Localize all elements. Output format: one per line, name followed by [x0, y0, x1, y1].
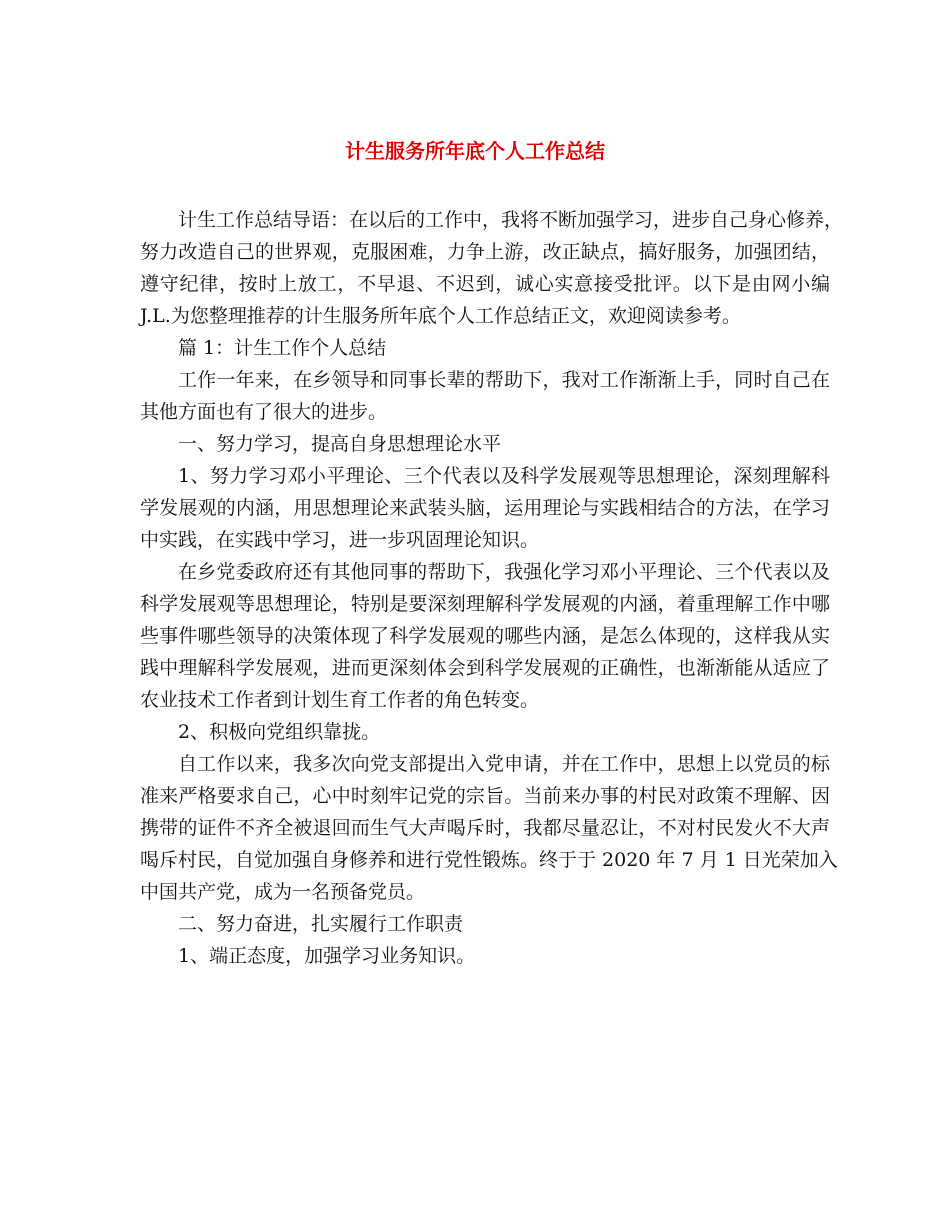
text-line: 努力改造自己的世界观，克服困难，力争上游，改正缺点，搞好服务，加强团结，: [140, 241, 830, 263]
text-line: 中实践，在实践中学习，进一步巩固理论知识。: [140, 529, 540, 551]
paragraph: [140, 748, 838, 908]
text-line: 其他方面也有了很大的进步。: [140, 401, 388, 423]
text-line: 1、端正态度，加强学习业务知识。: [178, 945, 476, 967]
text-line: 科学发展观等思想理论，特别是要深刻理解科学发展观的内涵，着重理解工作中哪: [140, 593, 830, 615]
text-line: 些事件哪些领导的决策体现了科学发展观的哪些内涵，是怎么体现的，这样我从实: [140, 625, 830, 647]
text-line: 一、努力学习，提高自身思想理论水平: [178, 433, 502, 455]
paragraph-intro: [140, 204, 844, 332]
text-line: 工作一年来，在乡领导和同事长辈的帮助下，我对工作渐渐上手，同时自己在: [178, 369, 830, 391]
text-line: 篇 1：计生工作个人总结: [178, 337, 387, 359]
section-heading: [140, 428, 830, 460]
text-line: 农业技术工作者到计划生育工作者的角色转变。: [140, 689, 540, 711]
section-heading: [140, 908, 830, 940]
text-line: 在乡党委政府还有其他同事的帮助下，我强化学习邓小平理论、三个代表以及: [178, 561, 830, 583]
text-line: 计生工作总结导语：在以后的工作中，我将不断加强学习，进步自己身心修养，: [178, 209, 844, 231]
section-heading: [140, 716, 830, 748]
section-heading: [140, 940, 830, 972]
text-line: 1、努力学习邓小平理论、三个代表以及科学发展观等思想理论，深刻理解科: [178, 465, 830, 487]
text-line: 喝斥村民，自觉加强自身修养和进行党性锻炼。终于于 2020 年 7 月 1 日光荣加入: [140, 849, 838, 871]
paragraph: [140, 460, 830, 556]
text-line: 2、积极向党组织靠拢。: [178, 721, 381, 743]
text-line: 遵守纪律，按时上放工，不早退、不迟到，诚心实意接受批评。以下是由网小编: [140, 273, 830, 295]
document-body: [140, 204, 844, 972]
text-line: 准来严格要求自己，心中时刻牢记党的宗旨。当前来办事的村民对政策不理解、因: [140, 785, 830, 807]
paragraph: [140, 364, 830, 428]
paragraph: [140, 556, 830, 716]
section-heading: [140, 332, 830, 364]
text-line: 二、努力奋进，扎实履行工作职责: [178, 913, 464, 935]
text-line: J.L.为您整理推荐的计生服务所年底个人工作总结正文，欢迎阅读参考。: [140, 305, 741, 327]
text-line: 携带的证件不齐全被退回而生气大声喝斥时，我都尽量忍让，不对村民发火不大声: [140, 817, 830, 839]
text-line: 学发展观的内涵，用思想理论来武装头脑，运用理论与实践相结合的方法，在学习: [140, 497, 830, 519]
text-line: 自工作以来，我多次向党支部提出入党申请，并在工作中，思想上以党员的标: [178, 753, 830, 775]
document-title: 计生服务所年底个人工作总结: [345, 139, 605, 163]
text-line: 中国共产党，成为一名预备党员。: [140, 881, 426, 903]
text-line: 践中理解科学发展观，进而更深刻体会到科学发展观的正确性，也渐渐能从适应了: [140, 657, 830, 679]
